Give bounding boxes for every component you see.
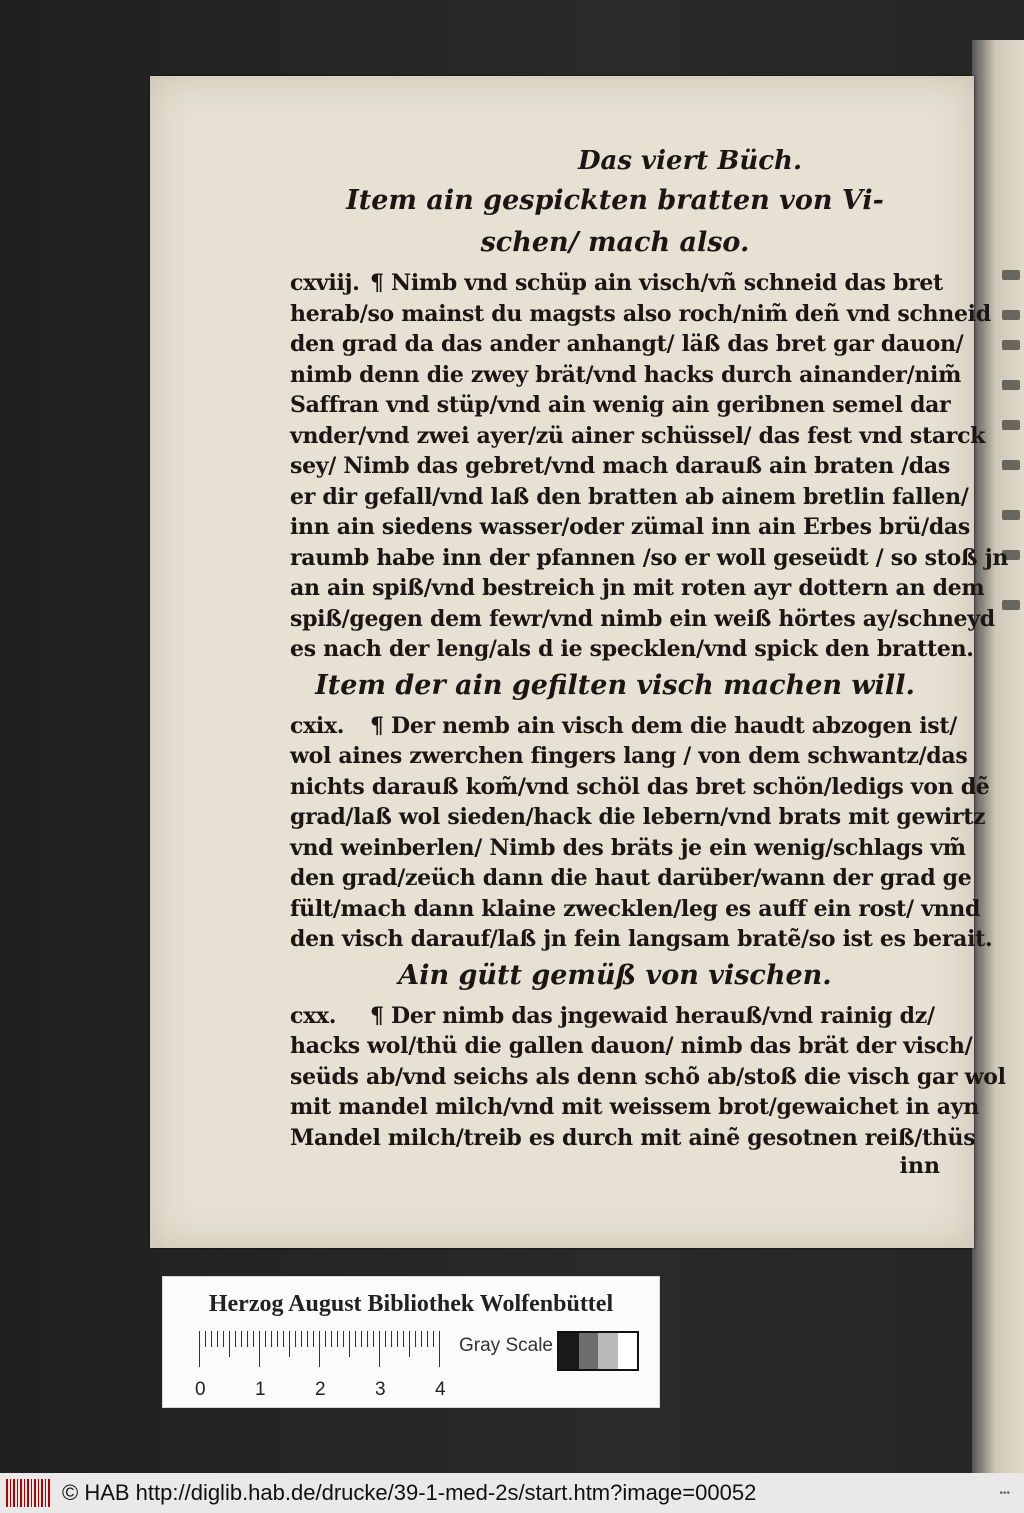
line-text: ¶ Der nemb ain visch dem die haudt abzogen ist/ bbox=[370, 712, 957, 739]
ruler-tick bbox=[427, 1331, 428, 1347]
text-line bbox=[290, 512, 970, 543]
text-line bbox=[290, 833, 966, 864]
ruler-tick bbox=[265, 1331, 266, 1347]
gray-swatch bbox=[579, 1333, 599, 1369]
ruler-tick bbox=[241, 1331, 242, 1347]
ruler-tick bbox=[301, 1331, 302, 1347]
ruler-number: 4 bbox=[435, 1379, 446, 1400]
ruler-tick bbox=[229, 1331, 230, 1357]
text-line bbox=[290, 573, 985, 604]
ruler-tick bbox=[295, 1331, 296, 1347]
ruler-tick bbox=[355, 1331, 356, 1347]
line-text: ¶ Der nimb das jngewaid herauß/vnd rainig dz/ bbox=[370, 1002, 935, 1029]
ruler-tick bbox=[433, 1331, 434, 1347]
ruler-tick bbox=[259, 1331, 260, 1367]
section-heading: Item der ain gefilten visch machen will. bbox=[315, 669, 915, 701]
line-text: herab/so mainst du magsts also roch/nim̃ deñ vnd schneid bbox=[290, 300, 991, 327]
adjacent-page-edge bbox=[972, 40, 1024, 1473]
line-text: spiß/gegen dem fewr/vnd nimb ein weiß hörtes ay/schneyd bbox=[290, 605, 995, 632]
section-number: cxx. bbox=[290, 1002, 337, 1029]
ruler-tick bbox=[367, 1331, 368, 1347]
text-line bbox=[290, 451, 950, 482]
text-line bbox=[290, 863, 972, 894]
text-line bbox=[290, 741, 968, 772]
ruler-tick bbox=[337, 1331, 338, 1347]
line-text: sey/ Nimb das gebret/vnd mach darauß ain braten /das bbox=[290, 453, 950, 479]
ruler-tick bbox=[373, 1331, 374, 1347]
catchword: inn bbox=[899, 1153, 940, 1179]
gray-swatch bbox=[598, 1333, 618, 1369]
text-line bbox=[290, 268, 943, 299]
line-text: vnder/vnd zwei ayer/zü ainer schüssel/ das fest vnd starck bbox=[290, 422, 986, 449]
section-number: cxix. bbox=[290, 712, 345, 739]
ruler-number: 1 bbox=[255, 1379, 266, 1400]
book-page bbox=[150, 76, 1009, 1248]
ruler-tick bbox=[283, 1331, 284, 1347]
line-text: grad/laß wol sieden/hack die lebern/vnd brats mit gewirtz bbox=[290, 804, 986, 830]
section-heading: Ain gütt gemüß von vischen. bbox=[398, 959, 832, 991]
line-text: Mandel milch/treib es durch mit ainẽ gesotnen reiß/thüs bbox=[290, 1124, 976, 1151]
line-text: es nach der leng/als d ie specklen/vnd spick den bratten. bbox=[290, 636, 974, 662]
ruler-tick bbox=[307, 1331, 308, 1347]
recipe-sections bbox=[290, 184, 1009, 1153]
gray-swatch bbox=[618, 1333, 638, 1369]
text-line bbox=[290, 390, 951, 421]
ruler-tick bbox=[409, 1331, 410, 1357]
ruler-tick bbox=[319, 1331, 320, 1367]
line-text: inn ain siedens wasser/oder zümal inn ain Erbes brü/das bbox=[290, 514, 970, 540]
line-text: den grad/zeüch dann die haut darüber/wann der grad ge bbox=[290, 865, 972, 891]
ruler-scale bbox=[199, 1331, 449, 1371]
section-heading: Item ain gespickten bratten von Vi- bbox=[346, 185, 884, 216]
barcode-icon bbox=[6, 1479, 50, 1507]
line-text: hacks wol/thü die gallen dauon/ nimb das brät der visch/ bbox=[290, 1033, 973, 1059]
ruler-tick bbox=[271, 1331, 272, 1347]
ruler-tick bbox=[391, 1331, 392, 1347]
running-head: Das viert Büch. bbox=[577, 146, 803, 176]
ruler-tick bbox=[379, 1331, 380, 1367]
text-line bbox=[290, 634, 974, 665]
text-line bbox=[290, 421, 986, 452]
ruler-number: 3 bbox=[375, 1379, 386, 1400]
footer-dots: ••• bbox=[999, 1487, 1010, 1499]
line-text: seüds ab/vnd seichs als denn schõ ab/stoß die visch gar wol bbox=[290, 1063, 1006, 1090]
text-line bbox=[290, 1031, 973, 1062]
ruler-tick bbox=[439, 1331, 440, 1367]
ruler-tick bbox=[223, 1331, 224, 1347]
ruler-tick bbox=[325, 1331, 326, 1347]
ruler-tick bbox=[211, 1331, 212, 1347]
ruler-tick bbox=[247, 1331, 248, 1347]
line-text: fült/mach dann klaine zwecklen/leg es auff ein rost/ vnnd bbox=[290, 895, 981, 922]
text-line bbox=[290, 924, 993, 955]
text-line bbox=[290, 543, 1009, 574]
footer-bar bbox=[0, 1473, 1024, 1513]
text-line bbox=[290, 1062, 1006, 1093]
library-name: Herzog August Bibliothek Wolfenbüttel bbox=[208, 1291, 614, 1317]
gray-scale-swatches bbox=[557, 1331, 639, 1371]
ruler-tick bbox=[385, 1331, 386, 1347]
ruler-tick bbox=[403, 1331, 404, 1347]
text-line bbox=[290, 772, 990, 803]
ruler-tick bbox=[415, 1331, 416, 1347]
line-text: den grad da das ander anhangt/ läß das bret gar dauon/ bbox=[290, 331, 964, 357]
ruler-tick bbox=[277, 1331, 278, 1347]
ruler-tick bbox=[349, 1331, 350, 1357]
text-line bbox=[290, 1092, 979, 1123]
text-line bbox=[290, 894, 981, 925]
ruler-tick bbox=[331, 1331, 332, 1347]
gray-scale-label: Gray Scale bbox=[459, 1335, 553, 1356]
line-text: ¶ Nimb vnd schüp ain visch/vñ schneid das bret bbox=[370, 270, 943, 296]
ruler-tick bbox=[421, 1331, 422, 1347]
section-heading: schen/ mach also. bbox=[480, 227, 750, 258]
text-line bbox=[290, 482, 969, 513]
gray-swatch bbox=[559, 1333, 579, 1369]
ruler-tick bbox=[313, 1331, 314, 1347]
ruler-number: 2 bbox=[315, 1379, 326, 1400]
line-text: vnd weinberlen/ Nimb des bräts je ein wenig/schlags vm̃ bbox=[290, 834, 966, 861]
ruler-tick bbox=[253, 1331, 254, 1347]
text-line bbox=[290, 802, 986, 833]
line-text: raumb habe inn der pfannen /so er woll geseüdt / so stoß jn bbox=[290, 544, 1009, 571]
section-number: cxviij. bbox=[290, 270, 360, 296]
text-line bbox=[290, 329, 964, 360]
ruler-tick bbox=[205, 1331, 206, 1347]
page-text bbox=[290, 146, 1009, 1179]
text-line bbox=[290, 711, 957, 742]
text-line bbox=[290, 1123, 976, 1154]
ruler-number: 0 bbox=[195, 1379, 206, 1400]
color-reference-card bbox=[162, 1276, 660, 1408]
text-line bbox=[290, 360, 962, 391]
line-text: er dir gefall/vnd laß den bratten ab ainem bretlin fallen/ bbox=[290, 483, 969, 510]
line-text: wol aines zwerchen fingers lang / von dem schwantz/das bbox=[290, 743, 968, 769]
footer-copyright-url[interactable]: © HAB http://diglib.hab.de/drucke/39-1-med-2s/start.htm?image=00052 bbox=[62, 1480, 757, 1505]
ruler-tick bbox=[361, 1331, 362, 1347]
ruler-tick bbox=[289, 1331, 290, 1357]
ruler-tick bbox=[217, 1331, 218, 1347]
ruler-tick bbox=[343, 1331, 344, 1347]
text-line bbox=[290, 299, 991, 330]
line-text: nichts darauß kom̃/vnd schöl das bret schön/ledigs von dẽ bbox=[290, 773, 990, 800]
ruler-tick bbox=[235, 1331, 236, 1347]
line-text: mit mandel milch/vnd mit weissem brot/gewaichet in ayn bbox=[290, 1094, 979, 1120]
text-line bbox=[290, 604, 995, 635]
line-text: Saffran vnd stüp/vnd ain wenig ain geribnen semel dar bbox=[290, 392, 951, 418]
text-line bbox=[290, 1001, 940, 1032]
line-text: nimb denn die zwey brät/vnd hacks durch ainander/nim̃ bbox=[290, 361, 962, 388]
ruler-tick bbox=[199, 1331, 200, 1367]
ruler-tick bbox=[397, 1331, 398, 1347]
line-text: an ain spiß/vnd bestreich jn mit roten ayr dottern an dem bbox=[290, 575, 985, 601]
line-text: den visch darauf/laß jn fein langsam bratẽ/so ist es berait. bbox=[290, 926, 993, 952]
